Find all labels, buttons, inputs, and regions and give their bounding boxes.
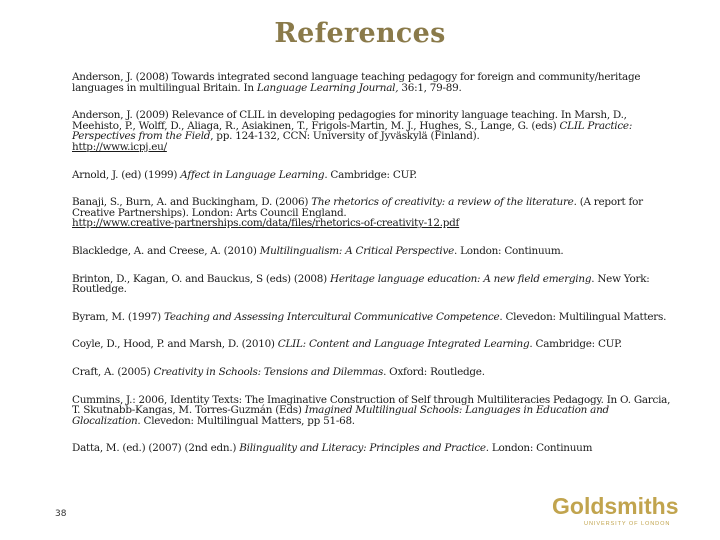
reference-datta-2007: [72, 443, 672, 454]
reference-title: Language Learning Journal,: [256, 81, 399, 94]
reference-text: Coyle, D., Hood, P. and Marsh, D. (2010): [72, 338, 278, 351]
reference-text: . New York: Routledge.: [72, 272, 650, 296]
reference-title: Multilingualism: A Critical Perspective: [259, 244, 454, 257]
reference-craft-2005: [72, 367, 672, 378]
reference-text: . Clevedon: Multilingual Matters, pp 51-68.: [137, 414, 355, 427]
reference-text: . Cambridge: CUP.: [529, 338, 622, 351]
reference-text: Anderson, J. (2009) Relevance of CLIL in developing pedagogies for minority language teaching. In Marsh, D., Meehisto, P., Wolff, D., Aliaga, R., Asiakinen, T., Frigols-Martin, M. J., Hughes, S., Lange, G. (eds): [72, 109, 627, 132]
reference-title: Heritage language education: A new field emerging: [330, 272, 592, 285]
reference-text: Craft, A. (2005): [72, 365, 154, 378]
reference-text: 36:1, 79-89.: [398, 81, 462, 94]
slide-number: 38: [55, 509, 67, 519]
reference-text: , pp. 124-132, CCN: University of Jyväskylä (Finland).: [210, 130, 480, 143]
reference-text: Arnold, J. (ed) (1999): [72, 168, 181, 181]
reference-anderson-2009: [72, 110, 672, 152]
reference-cummins-2006: [72, 395, 672, 427]
reference-coyle-2010: [72, 339, 672, 350]
reference-text: . London: Continuum: [485, 442, 593, 455]
goldsmiths-logo: [548, 492, 708, 530]
logo-subtitle: UNIVERSITY OF LONDON: [584, 521, 671, 527]
reference-text: Brinton, D., Kagan, O. and Bauckus, S (eds) (2008): [72, 272, 331, 285]
reference-text: Cummins, J.: 2006, Identity Texts: The Imaginative Construction of Self through Multiliteracies Pedagogy. In O. Garcia, T. Skutnabb-Kangas, M. Torres-Guzmán (Eds): [72, 393, 671, 417]
reference-title: Imagined Multilingual Schools: Languages in Education and Glocalization: [72, 404, 609, 427]
reference-text: . Oxford: Routledge.: [383, 365, 485, 378]
reference-text: Banaji, S., Burn, A. and Buckingham, D. (2006): [72, 196, 312, 209]
reference-text: Anderson, J. (2008) Towards integrated second language teaching pedagogy for foreign and community/heritage languages in multilingual Britain. In: [72, 71, 641, 94]
reference-link[interactable]: http://www.creative-partnerships.com/data/files/rhetorics-of-creativity-12.pdf: [72, 217, 460, 230]
reference-title: Teaching and Assessing Intercultural Communicative Competence: [163, 310, 500, 323]
reference-arnold-1999: [72, 170, 672, 181]
reference-title: Bilinguality and Literacy: Principles and Practice: [239, 442, 486, 455]
reference-text: . (A report for Creative Partnerships). London: Arts Council England.: [72, 196, 643, 219]
reference-brinton-2008: [72, 274, 672, 295]
reference-link[interactable]: http://www.icpj.eu/: [72, 140, 167, 153]
logo-name: Goldsmiths: [552, 493, 679, 519]
reference-anderson-2008: [72, 72, 672, 93]
reference-byram-1997: [72, 312, 672, 323]
reference-text: . London: Continuum.: [454, 244, 564, 257]
reference-text: Byram, M. (1997): [72, 310, 164, 323]
reference-text: Blackledge, A. and Creese, A. (2010): [72, 244, 260, 257]
reference-title: The rhetorics of creativity: a review of the literature: [311, 196, 574, 209]
reference-title: CLIL Practice: Perspectives from the Field: [72, 119, 633, 143]
reference-text: Datta, M. (ed.) (2007) (2nd edn.): [72, 442, 240, 455]
reference-title: Creativity in Schools: Tensions and Dilemmas: [153, 365, 384, 378]
reference-title: Affect in Language Learning: [180, 168, 325, 181]
reference-banaji-2006: [72, 197, 672, 229]
reference-title: CLIL: Content and Language Integrated Learning: [277, 338, 530, 351]
page-title: References: [274, 18, 446, 49]
reference-list: [72, 72, 672, 471]
reference-blackledge-2010: [72, 246, 672, 257]
reference-text: . Clevedon: Multilingual Matters.: [499, 310, 667, 323]
reference-text: . Cambridge: CUP.: [324, 168, 417, 181]
